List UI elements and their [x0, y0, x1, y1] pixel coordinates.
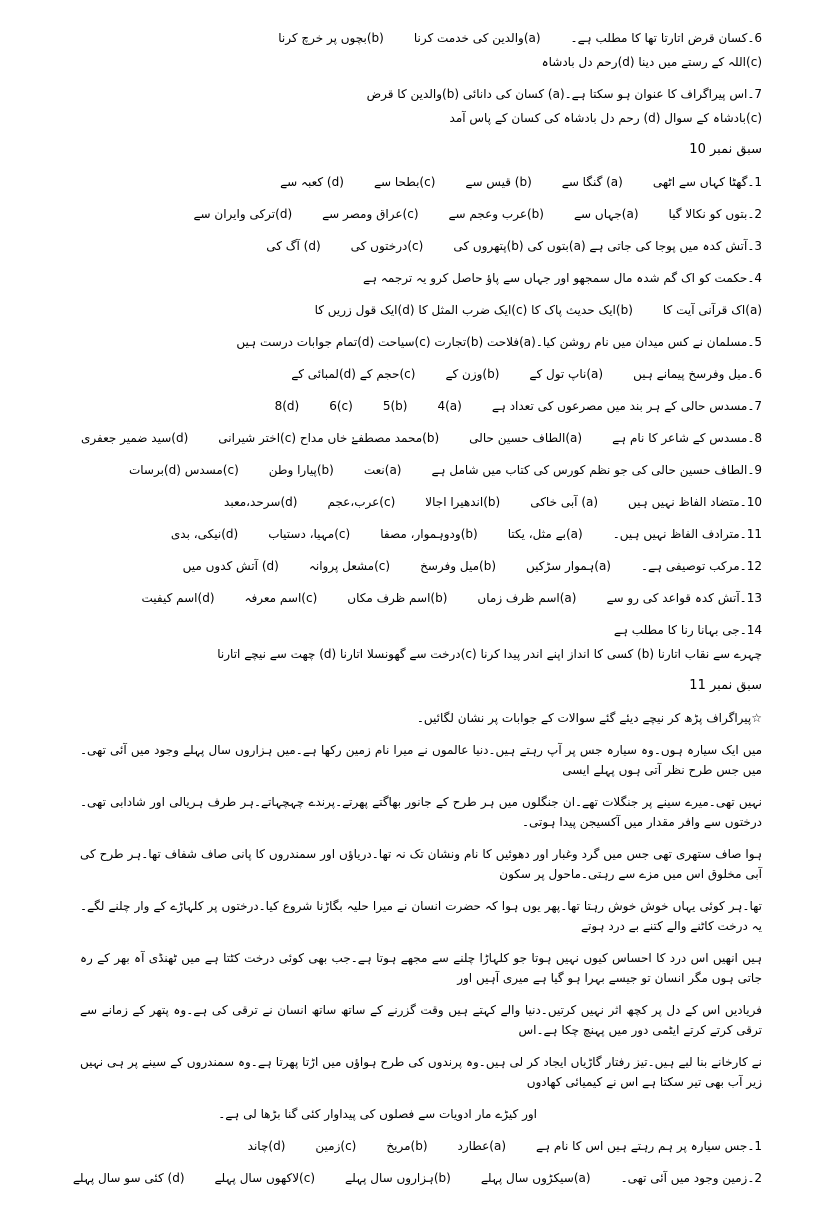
- option-a: (a)ناپ تول کے: [529, 367, 604, 381]
- question-text: 1۔جس سیارہ پر ہم رہتے ہیں اس کا نام ہے: [536, 1139, 762, 1153]
- question-row: [40, 620, 762, 664]
- question-row: [40, 84, 762, 128]
- option-a: 4(a): [437, 399, 462, 413]
- option-b: (b)اندھیرا اجالا: [425, 495, 501, 509]
- option-c: (c)مہیا، دستیاب: [268, 527, 351, 541]
- option-b: (b)عرب وعجم سے: [448, 207, 544, 221]
- paragraph-line: فریادیں اس کے دل پر کچھ اثر نہیں کرتیں۔دنیا والے کہتے ہیں وقت گزرنے کے ساتھ ساتھ انسان نے ترقی کی ہے۔وہ پتھر کے زمانے سے ترقی کرتے کرتے ایٹمی دور میں پہنچ چکا ہے۔اس: [80, 1003, 762, 1037]
- option-c: (c)لاکھوں سال پہلے: [214, 1171, 316, 1185]
- option-a: (a)بے مثل، یکتا: [507, 527, 583, 541]
- question-row: [40, 588, 762, 608]
- lesson-10-heading: سبق نمبر 10: [689, 142, 762, 157]
- option-a: (a)اک قرآنی آیت کا: [662, 303, 762, 317]
- option-c: (c)عراق ومصر سے: [322, 207, 419, 221]
- option-b: (b)اسم ظرف مکاں: [347, 591, 448, 605]
- option-d: (d)ترکی وایران سے: [193, 207, 293, 221]
- options-row: [40, 300, 762, 320]
- option-c: (c)حجم کے (d)لمبائی کے: [291, 367, 416, 381]
- question-text: 5۔مسلمان نے کس میدان میں نام روشن کیا۔(a)فلاحت (b)تجارت (c)سیاحت (d)تمام جوابات درست ہیں: [236, 335, 762, 349]
- option-d: (d) کعبہ سے: [280, 175, 344, 189]
- option-c: (c)بادشاہ کے سوال (d) رحم دل بادشاہ کی کسان کے پاس آمد: [449, 111, 762, 125]
- option-a: (a)والدین کی خدمت کرنا: [413, 31, 541, 45]
- question-row: [40, 364, 762, 384]
- question-text: 6۔کسان قرض اتارتا تھا کا مطلب ہے۔: [570, 31, 762, 45]
- question-text: 11۔مترادف الفاظ نہیں ہیں۔: [612, 527, 762, 541]
- option-d: (d)اسم کیفیت: [141, 591, 215, 605]
- question-row: [40, 28, 762, 72]
- question-row: [40, 332, 762, 352]
- question-row: [40, 204, 762, 224]
- question-text: 12۔مرکب توصیفی ہے۔: [640, 559, 762, 573]
- option-a: (a)سیکڑوں سال پہلے: [480, 1171, 591, 1185]
- option-b: (b)بچوں پر خرچ کرنا: [278, 31, 384, 45]
- paragraph-line: نہیں تھی۔میرے سینے پر جنگلات تھے۔ان جنگلوں میں ہر طرح کے جانور بھاگتے پھرتے۔پرندے چہچہاتے۔ہر طرف ہریالی اور شادابی تھی۔درختوں سے وافر مقدار میں آکسیجن پیدا ہوتی۔: [80, 795, 762, 829]
- question-text: 10۔متضاد الفاظ نہیں ہیں: [628, 495, 762, 509]
- paragraph-line: ہوا صاف ستھری تھی جس میں گرد وغبار اور دھوئیں کا نام ونشان تک نہ تھا۔دریاؤں اور سمندروں کا پانی صاف شفاف تھا۔ہر طرح کی آبی مخلوق اس میں مزے سے رہتی۔ماحول پر سکون: [80, 847, 762, 881]
- question-row: [40, 1168, 762, 1188]
- option-a: (a) آبی خاکی: [530, 495, 599, 509]
- option-b: (b)محمد مصطفےٰ خاں مداح (c)اختر شیرانی: [218, 431, 440, 445]
- option-c: 6(c): [329, 399, 353, 413]
- option-d: (d)سرحد،معبد: [224, 495, 298, 509]
- option-c: (c)درختوں کی: [350, 239, 424, 253]
- option-a: (a)الطاف حسین حالی: [469, 431, 583, 445]
- option-c: (c)اسم معرفہ: [244, 591, 318, 605]
- option-b: (b)ہزاروں سال پہلے: [345, 1171, 451, 1185]
- options-text: چہرے سے نقاب اتارنا (b) کسی کا انداز اپنے اندر پیدا کرنا (c)درخت سے گھونسلا اتارنا (d) چھت سے نیچے اتارنا: [217, 647, 762, 661]
- instruction-row: [40, 708, 762, 728]
- question-text: 8۔مسدس کے شاعر کا نام ہے: [612, 431, 762, 445]
- option-c: (c)مسدس (d)برسات: [128, 463, 239, 477]
- option-b: (b) قیس سے: [465, 175, 532, 189]
- option-d: (d) آگ کی: [266, 239, 321, 253]
- option-b: (b)وزن کے: [445, 367, 500, 381]
- option-d: 8(d): [274, 399, 300, 413]
- option-c: (c)مشعل پروانہ: [308, 559, 391, 573]
- question-text: 9۔الطاف حسین حالی کی جو نظم کورس کی کتاب میں شامل ہے: [431, 463, 762, 477]
- option-a: (a) گنگا سے: [561, 175, 623, 189]
- paragraph-line: میں ایک سیارہ ہوں۔وہ سیارہ جس پر آپ رہتے ہیں۔دنیا عالموں نے میرا نام زمین رکھا ہے۔میں ہزاروں سال پہلے وجود میں آئی تھی۔میں جس طرح نظر آتی ہوں پہلے ایسی: [80, 743, 762, 777]
- option-b: (b)میل وفرسخ: [420, 559, 496, 573]
- question-row: [40, 492, 762, 512]
- option-c: (c)بطحا سے: [373, 175, 436, 189]
- question-text: 1۔گھٹا کہاں سے اٹھی: [652, 175, 762, 189]
- option-a: (a)عطارد: [457, 1139, 507, 1153]
- question-row: [40, 428, 762, 448]
- question-text: 7۔اس پیراگراف کا عنوان ہو سکتا ہے۔(a) کسان کی دانائی (b)والدین کا قرض: [366, 87, 762, 101]
- reading-passage: [80, 740, 762, 1124]
- option-c: (c)عرب،عجم: [327, 495, 396, 509]
- option-b: (b)مریخ: [386, 1139, 428, 1153]
- option-b: (b)پیارا وطن: [268, 463, 334, 477]
- option-c: (c)اللہ کے رستے میں دینا (d)رحم دل بادشاہ: [541, 55, 762, 69]
- paragraph-line: نے کارخانے بنا لیے ہیں۔تیز رفتار گاڑیاں ایجاد کر لی ہیں۔وہ پرندوں کی طرح ہواؤں میں اڑتا پھرتا ہے۔وہ سمندروں کے سینے پر ہی نہیں زیر آب بھی تیر سکتا ہے اس نے کیمیائی کھادوں: [80, 1055, 762, 1089]
- option-b: (b)ایک حدیث پاک کا (c)ایک ضرب المثل کا (d)ایک قول زریں کا: [314, 303, 633, 317]
- question-text: 7۔مسدس حالی کے ہر بند میں مصرعوں کی تعداد ہے: [491, 399, 762, 413]
- question-row: [40, 268, 762, 288]
- option-a: (a)اسم ظرف زماں: [477, 591, 577, 605]
- question-text: 14۔جی بہانا رنا کا مطلب ہے: [613, 623, 762, 637]
- lesson-11-heading: سبق نمبر 11: [689, 678, 762, 693]
- option-d: (d) کئی سو سال پہلے: [72, 1171, 185, 1185]
- instruction-text: ☆پیراگراف پڑھ کر نیچے دیئے گئے سوالات کے جوابات پر نشان لگائیں۔: [416, 711, 762, 725]
- question-row: [40, 172, 762, 192]
- question-text: 2۔بتوں کو نکالا گیا: [668, 207, 762, 221]
- question-row: [40, 524, 762, 544]
- question-text: 13۔آتش کدہ قواعد کی رو سے: [606, 591, 762, 605]
- question-row: [40, 236, 762, 256]
- lesson-heading: [40, 676, 762, 696]
- option-a: (a)نعت: [363, 463, 402, 477]
- paragraph-line: ہیں انھیں اس درد کا احساس کیوں نہیں ہوتا جو کلہاڑا چلنے سے مجھے ہوتا ہے۔جب بھی کوئی درخت کٹتا ہے میں ٹھنڈی آہ بھر کے رہ جاتی ہوں مگر انسان تو جیسے بہرا ہو گیا ہے میری آہیں اور: [80, 951, 762, 985]
- option-d: (d)سید ضمیر جعفری: [81, 431, 189, 445]
- question-text: 6۔میل وفرسخ پیمانے ہیں: [633, 367, 762, 381]
- option-a: (a)ہموار سڑکیں: [526, 559, 611, 573]
- option-d: (d) آتش کدوں میں: [182, 559, 279, 573]
- question-text: 2۔زمین وجود میں آئی تھی۔: [620, 1171, 762, 1185]
- question-row: [40, 1136, 762, 1156]
- option-d: (d)چاند: [247, 1139, 286, 1153]
- option-b: (b)ودوہموار، مصفا: [380, 527, 478, 541]
- question-row: [40, 460, 762, 480]
- option-d: (d)نیکی، بدی: [170, 527, 239, 541]
- question-row: [40, 396, 762, 416]
- question-text: 4۔حکمت کو اک گم شدہ مال سمجھو اور جہاں سے پاؤ حاصل کرو یہ ترجمہ ہے: [363, 271, 762, 285]
- option-b: 5(b): [382, 399, 408, 413]
- option-a: (a)جہاں سے: [573, 207, 639, 221]
- lesson-heading: [40, 140, 762, 160]
- question-text: 3۔آتش کدہ میں پوجا کی جاتی ہے (a)بتوں کی (b)پتھروں کی: [453, 239, 762, 253]
- paragraph-line: تھا۔ہر کوئی یہاں خوش خوش رہتا تھا۔پھر یوں ہوا کہ حضرت انسان نے میرا حلیہ بگاڑنا شروع کیا۔درختوں پر کلہاڑے کے وار چلنے لگے۔یہ درخت کاٹنے والے کتنے بے درد ہوتے: [80, 899, 762, 933]
- paragraph-line: اور کیڑے مار ادویات سے فصلوں کی پیداوار کئی گنا بڑھا لی ہے۔: [218, 1107, 537, 1121]
- option-c: (c)زمین: [315, 1139, 357, 1153]
- question-row: [40, 556, 762, 576]
